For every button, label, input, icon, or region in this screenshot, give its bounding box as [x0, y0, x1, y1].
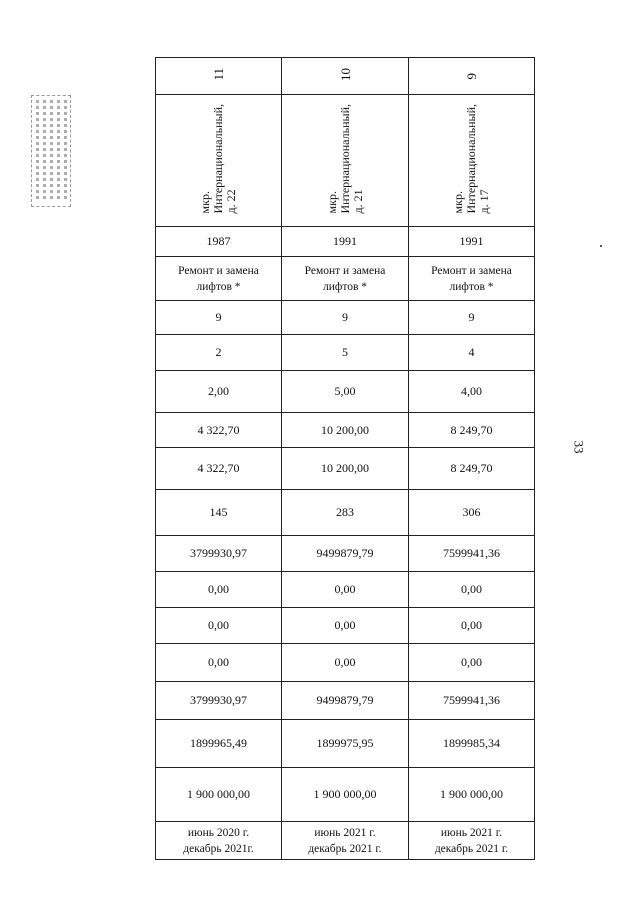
cell-max-unit-cost: 1 900 000,00 — [156, 768, 282, 822]
cell-max-unit-cost: 1 900 000,00 — [282, 768, 409, 822]
term-text: июнь 2021 г. декабрь 2021 г. — [434, 826, 509, 855]
cell-residents: 145 — [156, 490, 282, 536]
cell-year: 1987 — [156, 227, 282, 257]
cell-lifts: 4,00 — [409, 371, 535, 413]
row-unit-cost — [156, 720, 535, 768]
cell-unit-cost: 1899975,95 — [282, 720, 409, 768]
cell-address — [282, 95, 409, 227]
cell-area-2: 8 249,70 — [409, 448, 535, 490]
row-cost-b — [156, 608, 535, 644]
work-type-text: Ремонт и замена лифтов * — [178, 264, 259, 293]
cell-unit-cost: 1899985,34 — [409, 720, 535, 768]
row-address — [156, 95, 535, 227]
row-number-value: 11 — [211, 67, 226, 81]
work-type-text: Ремонт и замена лифтов * — [304, 264, 386, 293]
cell-area-1: 8 249,70 — [409, 413, 535, 448]
cell-address — [409, 95, 535, 227]
row-number — [156, 58, 535, 95]
term-text: июнь 2021 г. декабрь 2021 г. — [308, 826, 382, 855]
cell-term — [282, 822, 409, 860]
cell-entrances: 5 — [282, 335, 409, 371]
cell-residents: 306 — [409, 490, 535, 536]
cell-area-1: 10 200,00 — [282, 413, 409, 448]
cell-cost-a: 0,00 — [156, 572, 282, 608]
cell-number — [409, 58, 535, 95]
cell-area-2: 10 200,00 — [282, 448, 409, 490]
cell-cost-a: 0,00 — [409, 572, 535, 608]
repair-program-table — [155, 57, 535, 860]
cell-cost-c: 0,00 — [409, 644, 535, 682]
address-text: мкр. Интернациональный, д. 22 — [198, 103, 238, 214]
cell-cost-c: 0,00 — [282, 644, 409, 682]
cell-cost-b: 0,00 — [156, 608, 282, 644]
cell-floors: 9 — [282, 301, 409, 335]
address-text: мкр. Интернациональный, д. 17 — [451, 103, 491, 214]
row-fund-cost — [156, 682, 535, 720]
term-text: июнь 2020 г. декабрь 2021г. — [183, 826, 254, 855]
cell-year: 1991 — [409, 227, 535, 257]
side-stamp-graphic — [31, 95, 71, 207]
cell-work-type — [409, 257, 535, 301]
row-area-1 — [156, 413, 535, 448]
cell-term — [156, 822, 282, 860]
row-number-value: 9 — [464, 73, 479, 80]
row-max-unit-cost — [156, 768, 535, 822]
page-number: 33 — [571, 440, 587, 454]
cell-fund-cost: 7599941,36 — [409, 682, 535, 720]
cell-number — [156, 58, 282, 95]
cell-total-cost: 9499879,79 — [282, 536, 409, 572]
cell-year: 1991 — [282, 227, 409, 257]
cell-fund-cost: 3799930,97 — [156, 682, 282, 720]
cell-cost-c: 0,00 — [156, 644, 282, 682]
cell-floors: 9 — [156, 301, 282, 335]
cell-number — [282, 58, 409, 95]
cell-residents: 283 — [282, 490, 409, 536]
cell-cost-b: 0,00 — [282, 608, 409, 644]
row-lifts — [156, 371, 535, 413]
row-cost-c — [156, 644, 535, 682]
row-floors — [156, 301, 535, 335]
cell-entrances: 2 — [156, 335, 282, 371]
work-type-text: Ремонт и замена лифтов * — [431, 264, 512, 293]
cell-area-1: 4 322,70 — [156, 413, 282, 448]
cell-cost-a: 0,00 — [282, 572, 409, 608]
cell-term — [409, 822, 535, 860]
row-cost-a — [156, 572, 535, 608]
row-area-2 — [156, 448, 535, 490]
cell-entrances: 4 — [409, 335, 535, 371]
row-total-cost — [156, 536, 535, 572]
row-work-type — [156, 257, 535, 301]
row-year — [156, 227, 535, 257]
cell-work-type — [282, 257, 409, 301]
cell-work-type — [156, 257, 282, 301]
address-text: мкр. Интернациональный, д. 21 — [324, 103, 365, 214]
cell-total-cost: 3799930,97 — [156, 536, 282, 572]
cell-fund-cost: 9499879,79 — [282, 682, 409, 720]
cell-unit-cost: 1899965,49 — [156, 720, 282, 768]
row-number-value: 10 — [337, 67, 353, 81]
row-residents — [156, 490, 535, 536]
cell-area-2: 4 322,70 — [156, 448, 282, 490]
cell-cost-b: 0,00 — [409, 608, 535, 644]
cell-max-unit-cost: 1 900 000,00 — [409, 768, 535, 822]
cell-total-cost: 7599941,36 — [409, 536, 535, 572]
cell-address — [156, 95, 282, 227]
row-entrances — [156, 335, 535, 371]
scan-speck — [600, 245, 602, 247]
cell-lifts: 2,00 — [156, 371, 282, 413]
cell-lifts: 5,00 — [282, 371, 409, 413]
cell-floors: 9 — [409, 301, 535, 335]
row-term — [156, 822, 535, 860]
